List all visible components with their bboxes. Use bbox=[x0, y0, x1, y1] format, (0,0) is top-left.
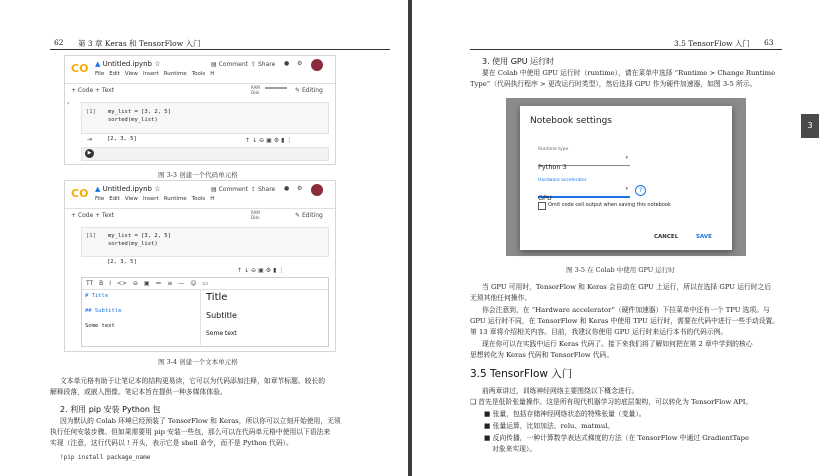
avatar-2[interactable] bbox=[311, 184, 323, 196]
bullet-tensors: ■ 张量，包括存储神经网络状态的特殊张量（变量）。 bbox=[484, 410, 646, 418]
comment-button[interactable]: ▤ Comment bbox=[211, 61, 248, 68]
notebook-settings-dialog bbox=[520, 106, 732, 250]
pencil-icon: ✎ bbox=[295, 87, 301, 94]
paragraph-1-line-2: 解释段落，或嵌入图像。笔记本旨在提供一种多媒体体验。 bbox=[50, 388, 227, 396]
menu-edit[interactable]: Edit bbox=[109, 71, 120, 77]
text-cell-divider bbox=[82, 289, 328, 290]
comment-icon: ▤ bbox=[211, 61, 217, 68]
code-line-2: sorted(my_list) bbox=[108, 117, 158, 123]
section-3-title: 3. 使用 GPU 运行时 bbox=[482, 57, 555, 66]
image-icon[interactable]: ▣ bbox=[143, 280, 150, 287]
dialog-title: Notebook settings bbox=[530, 116, 612, 126]
code-cell[interactable] bbox=[81, 102, 329, 134]
bullet-icon: ■ bbox=[484, 410, 493, 418]
resource-meter-2[interactable]: RAM Disk bbox=[251, 210, 260, 220]
menu-file[interactable]: File bbox=[95, 71, 105, 77]
share-button-2[interactable]: ⇪ Share bbox=[251, 186, 276, 193]
header-rule bbox=[50, 49, 390, 50]
menu-tools-2[interactable]: Tools bbox=[191, 196, 206, 202]
colab-menu-bar[interactable] bbox=[95, 71, 219, 77]
markdown-text: Some text bbox=[85, 323, 115, 329]
right-page bbox=[412, 0, 819, 476]
chapter-header: 第 3 章 Keras 和 TensorFlow 入门 bbox=[78, 39, 201, 48]
omit-output-label: Omit code cell output when saving this notebook bbox=[548, 202, 671, 208]
bullet-backprop-line-2: 对象来实现）。 bbox=[492, 445, 537, 453]
editor-preview-split bbox=[200, 289, 201, 345]
cell-execution-count-2: [1] bbox=[86, 233, 96, 239]
paragraph-2-line-1: 因为默认的 Colab 环境已经预装了 TensorFlow 和 Keras，所以你可以立刻开始使用，无须 bbox=[60, 417, 341, 425]
resource-meter[interactable]: RAM Disk bbox=[251, 85, 260, 95]
markdown-toolbar[interactable] bbox=[86, 280, 208, 287]
menu-file-2[interactable]: File bbox=[95, 196, 105, 202]
share-icon: ⇪ bbox=[251, 61, 257, 68]
rendered-text: Some text bbox=[206, 330, 237, 337]
colab-logo-2: CO bbox=[71, 187, 89, 200]
checkbox-bullet-icon: ❑ bbox=[470, 398, 479, 406]
avatar[interactable] bbox=[311, 59, 323, 71]
bullet-list-icon[interactable]: ≡ bbox=[167, 280, 173, 287]
accelerator-select[interactable] bbox=[538, 185, 630, 202]
colab-menu-bar-2[interactable] bbox=[95, 196, 219, 202]
paragraph-6-line-1: 现在你可以在实践中运行 Keras 代码了。接下来我们将了解如何把在第 2 章中学到的核心 bbox=[482, 340, 753, 348]
accelerator-label: Hardware accelerator bbox=[538, 178, 587, 183]
menu-view-2[interactable]: View bbox=[124, 196, 138, 202]
menu-tools[interactable]: Tools bbox=[191, 71, 206, 77]
paragraph-5-line-1: 你会注意到，在 “Hardware accelerator”（硬件加速器）下拉菜单中还有一个 TPU 选项。与 bbox=[482, 306, 770, 314]
rendered-title: Title bbox=[206, 292, 228, 303]
menu-runtime[interactable]: Runtime bbox=[163, 71, 187, 77]
cell-output: [2, 3, 5] bbox=[107, 136, 137, 142]
cell-toolbar-2[interactable]: ↑↓⊖▣⚙▮⋮ bbox=[237, 267, 287, 274]
comment-button-2[interactable]: ▤ Comment bbox=[211, 186, 248, 193]
cell-execution-count: [1] bbox=[86, 109, 96, 115]
runtime-type-value: Python 3 bbox=[538, 163, 567, 171]
bullet-tensor-ops: ■ 张量运算，比如加法、relu、matmul。 bbox=[484, 422, 615, 430]
paragraph-2-line-2: 执行任何安装步骤。但如果需要用 pip 安装一些包，那么可以在代码单元格中使用以下语法来 bbox=[50, 428, 331, 436]
add-text-button[interactable]: + Text bbox=[95, 87, 115, 94]
bold-icon[interactable]: B bbox=[99, 280, 104, 287]
account-icon-2[interactable]: ● bbox=[284, 185, 290, 192]
numbered-list-icon[interactable]: ≔ bbox=[155, 280, 162, 287]
gear-icon-2[interactable]: ⚙ bbox=[297, 185, 303, 192]
emoji-icon[interactable]: ☺ bbox=[190, 280, 197, 287]
fig-3-5-caption: 图 3-5 在 Colab 中使用 GPU 运行时 bbox=[566, 266, 675, 274]
add-code-button[interactable]: + Code bbox=[71, 87, 94, 94]
notebook-title-2[interactable]: ▲ Untitled.ipynb ☆ bbox=[95, 185, 161, 193]
page-number-left: 62 bbox=[54, 38, 64, 47]
editing-mode[interactable]: ✎ Editing bbox=[295, 87, 323, 94]
gear-icon[interactable]: ⚙ bbox=[297, 60, 303, 67]
rendered-subtitle: Subtitle bbox=[206, 311, 237, 320]
expand-chevron-icon[interactable]: › bbox=[67, 100, 70, 107]
section-3-5-title: 3.5 TensorFlow 入门 bbox=[470, 368, 573, 380]
account-icon[interactable]: ● bbox=[284, 60, 290, 67]
colab-logo: CO bbox=[71, 62, 89, 75]
link-icon[interactable]: ⊖ bbox=[132, 280, 138, 287]
run-cell-icon[interactable]: ▶ bbox=[85, 149, 94, 158]
menu-edit-2[interactable]: Edit bbox=[109, 196, 120, 202]
chevron-down-icon-2: ▾ bbox=[625, 186, 628, 192]
fig-3-3-caption: 图 3-3 创建一个代码单元格 bbox=[158, 171, 238, 179]
code-cell-2[interactable] bbox=[81, 227, 329, 257]
paragraph-4-line-1: 当 GPU 可用时，TensorFlow 和 Keras 会自动在 GPU 上运行，所以在选择 GPU 运行时之后 bbox=[482, 283, 772, 291]
runtime-type-select[interactable] bbox=[538, 154, 630, 171]
paragraph-2-line-3: 实现（注意，这行代码以 ! 开头，表示它是 shell 命令，而不是 Python 代码）。 bbox=[50, 439, 293, 447]
dialog-screenshot bbox=[506, 98, 746, 256]
paragraph-5-line-3: 第 13 章将介绍相关内容。目前，我建议你使用 GPU 运行时来运行本书的代码示例。 bbox=[470, 328, 728, 336]
omit-output-checkbox[interactable] bbox=[538, 202, 546, 210]
help-icon[interactable]: ? bbox=[635, 185, 646, 196]
menu-insert[interactable]: Insert bbox=[142, 71, 159, 77]
notebook-title[interactable]: ▲ Untitled.ipynb ☆ bbox=[95, 60, 161, 68]
colab-screenshot-text-cell bbox=[64, 180, 336, 352]
output-icon: ⇥ bbox=[87, 136, 93, 143]
section-2-title: 2. 利用 pip 安装 Python 包 bbox=[60, 405, 161, 414]
cell-toolbar[interactable]: ↑↓⊖▣⚙▮⋮ bbox=[245, 137, 295, 144]
chapter-side-tab: 3 bbox=[801, 114, 819, 138]
bullet-icon-3: ■ bbox=[484, 434, 493, 442]
add-code-button-2[interactable]: + Code bbox=[71, 212, 94, 219]
runtime-type-label: Runtime type bbox=[538, 147, 569, 152]
colab-screenshot-code-cell bbox=[64, 55, 336, 165]
menu-runtime-2[interactable]: Runtime bbox=[163, 196, 187, 202]
preview-icon[interactable]: ▭ bbox=[202, 280, 209, 287]
new-code-cell[interactable] bbox=[81, 147, 329, 161]
rule-icon[interactable]: — bbox=[178, 280, 185, 287]
code-icon[interactable]: <> bbox=[116, 280, 127, 287]
paragraph-4-line-2: 无须其他任何操作。 bbox=[470, 294, 532, 302]
add-text-button-2[interactable]: + Text bbox=[95, 212, 115, 219]
left-page bbox=[0, 0, 408, 476]
accelerator-value: GPU bbox=[538, 194, 552, 202]
text-cell[interactable] bbox=[81, 277, 329, 347]
paragraph-3-line-2: Type”（代码执行程序 > 更改运行时类型），然后选择 GPU 作为硬件加速器，如图 3-5 所示。 bbox=[470, 80, 757, 88]
menu-help-2[interactable]: H bbox=[210, 196, 215, 202]
pip-install-code: !pip install package_name bbox=[60, 454, 151, 461]
italic-icon[interactable]: I bbox=[109, 280, 111, 287]
menu-insert-2[interactable]: Insert bbox=[142, 196, 159, 202]
bullet-icon-2: ■ bbox=[484, 422, 493, 430]
bullet-backprop: ■ 反向传播，一种计算数学表达式梯度的方法（在 TensorFlow 中通过 GradientTape bbox=[484, 434, 750, 442]
toolbar-divider bbox=[65, 83, 335, 84]
cell-output-2: [2, 3, 5] bbox=[107, 259, 137, 265]
paragraph-7: 前两章讲过，训练神经网络主要围绕以下概念进行。 bbox=[482, 387, 639, 395]
page-number-right: 63 bbox=[764, 38, 774, 47]
save-button[interactable]: SAVE bbox=[696, 234, 712, 240]
code-line-1-2: my_list = [3, 2, 5] bbox=[108, 233, 171, 239]
paragraph-5-line-2: GPU 运行时不同，在 TensorFlow 和 Keras 中使用 TPU 运行时，需要在代码中进行一些手动设置。 bbox=[470, 317, 780, 325]
share-button[interactable]: ⇪ Share bbox=[251, 61, 276, 68]
section-header: 3.5 TensorFlow 入门 bbox=[674, 39, 750, 48]
toolbar-divider-2 bbox=[65, 208, 335, 209]
markdown-subtitle: ## Subtitle bbox=[85, 308, 122, 314]
paragraph-1-line-1: 文本单元格有助于让笔记本的结构更易读，它可以为代码添加注释，如章节标题、较长的 bbox=[60, 377, 326, 385]
paragraph-6-line-2: 思想转化为 Keras 代码和 TensorFlow 代码。 bbox=[470, 351, 614, 359]
editing-mode-2[interactable]: ✎ Editing bbox=[295, 212, 323, 219]
markdown-title: # Title bbox=[85, 293, 109, 299]
fig-3-4-caption: 图 3-4 创建一个文本单元格 bbox=[158, 358, 238, 366]
bullet-main: ❑ 首先是低阶张量操作。这是所有现代机器学习的底层架构，可以转化为 TensorFlow API。 bbox=[470, 398, 753, 406]
cancel-button[interactable]: CANCEL bbox=[654, 234, 679, 240]
menu-view[interactable]: View bbox=[124, 71, 138, 77]
header-rule-right bbox=[470, 49, 782, 50]
menu-help[interactable]: H bbox=[210, 71, 215, 77]
paragraph-3-line-1: 要在 Colab 中使用 GPU 运行时（runtime），请在菜单中选择 “Runtime > Change Runtime bbox=[482, 69, 776, 77]
chevron-down-icon: ▾ bbox=[625, 155, 628, 161]
heading-icon[interactable]: TT bbox=[86, 280, 94, 287]
ram-bar bbox=[265, 87, 287, 89]
code-line-2-2: sorted(my_list) bbox=[108, 241, 158, 247]
code-line-1: my_list = [3, 2, 5] bbox=[108, 109, 171, 115]
